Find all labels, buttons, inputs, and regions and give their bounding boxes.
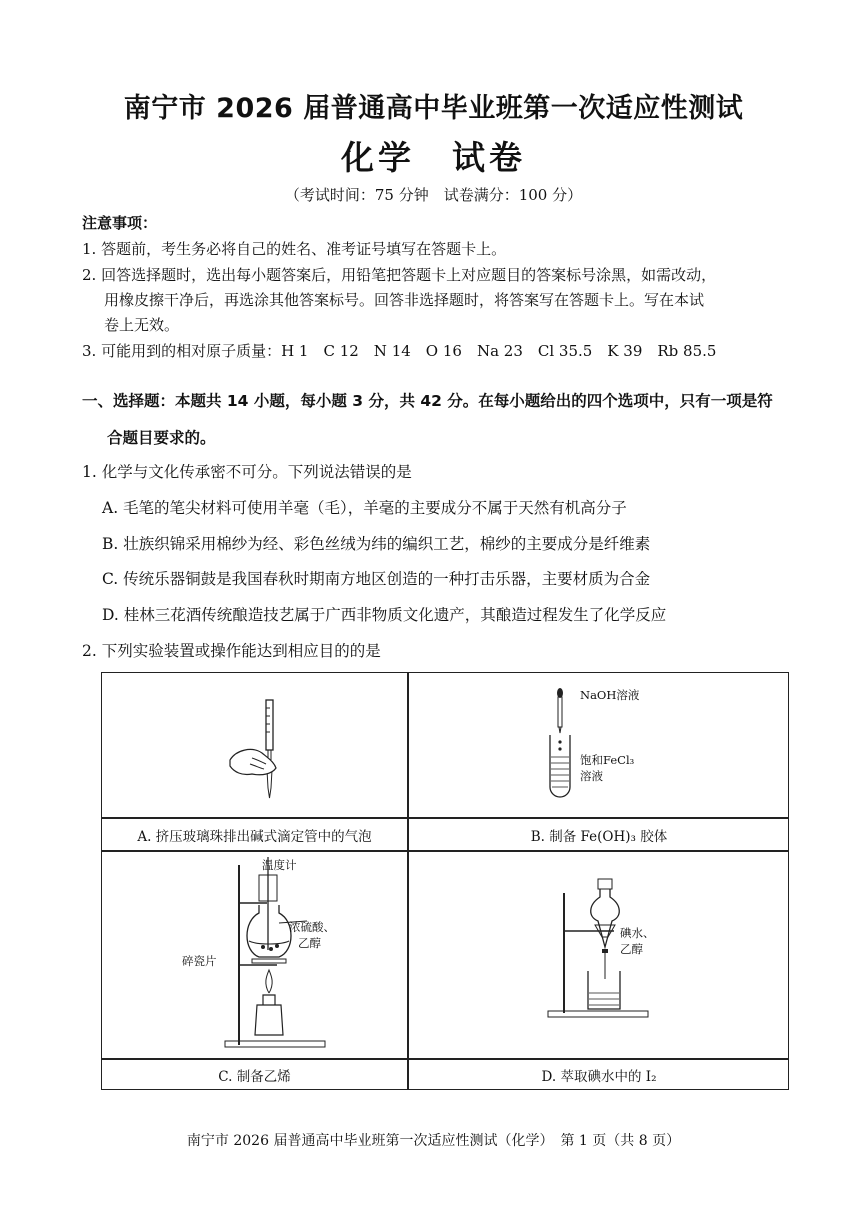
ethylene-apparatus-illustration	[197, 855, 327, 1055]
label-iodine-2: 乙醇	[620, 942, 643, 956]
section-1-heading-line-1: 一、选择题：本题共 14 小题，每小题 3 分，共 42 分。在每小题给出的四个选项中，只有一项是符	[82, 392, 773, 410]
exam-subject: 化学 试卷	[341, 138, 526, 177]
exam-time-info: （考试时间：75 分钟 试卷满分：100 分）	[284, 186, 583, 204]
caption-c: C. 制备乙烯	[218, 1069, 291, 1085]
grid-divider-vertical	[407, 673, 409, 1089]
label-chips: 碎瓷片	[182, 954, 217, 968]
q1-option-c: C. 传统乐器铜鼓是我国春秋时期南方地区创造的一种打击乐器，主要材质为合金	[102, 570, 651, 588]
label-acid-1: 浓硫酸、	[289, 920, 335, 934]
grid-divider-caption-top	[102, 817, 788, 819]
grid-divider-middle	[102, 850, 788, 852]
q1-option-b: B. 壮族织锦采用棉纱为经、彩色丝绒为纬的编织工艺，棉纱的主要成分是纤维素	[102, 535, 651, 553]
grid-divider-caption-bottom	[102, 1058, 788, 1060]
notes-heading: 注意事项：	[82, 214, 158, 232]
label-fecl3-2: 溶液	[580, 769, 603, 783]
label-iodine-1: 碘水、	[620, 926, 655, 940]
section-1-heading-line-2: 合题目要求的。	[107, 429, 216, 447]
burette-illustration	[222, 698, 292, 808]
caption-a: A. 挤压玻璃珠排出碱式滴定管中的气泡	[137, 829, 372, 845]
q2-figure-grid	[101, 672, 789, 1090]
notes-item-2-line-2: 用橡皮擦干净后，再选涂其他答案标号。回答非选择题时，将答案写在答题卡上。写在本试	[104, 291, 705, 309]
page-footer: 南宁市 2026 届普通高中毕业班第一次适应性测试（化学） 第 1 页（共 8 页）	[186, 1133, 681, 1149]
notes-item-2-line-3: 卷上无效。	[104, 316, 180, 334]
q1-option-a: A. 毛笔的笔尖材料可使用羊毫（毛），羊毫的主要成分不属于天然有机高分子	[102, 499, 627, 517]
label-naoh: NaOH溶液	[580, 688, 640, 702]
notes-item-1: 1. 答题前，考生务必将自己的姓名、准考证号填写在答题卡上。	[82, 240, 507, 258]
exam-title: 南宁市 2026 届普通高中毕业班第一次适应性测试	[123, 93, 744, 124]
caption-d: D. 萃取碘水中的 I₂	[541, 1069, 657, 1085]
label-fecl3-1: 饱和FeCl₃	[580, 753, 635, 767]
test-tube-dropper-illustration	[542, 685, 582, 800]
q1-stem: 1. 化学与文化传承密不可分。下列说法错误的是	[82, 463, 412, 481]
label-thermometer: 温度计	[262, 858, 297, 872]
q1-option-d: D. 桂林三花酒传统酿造技艺属于广西非物质文化遗产，其酿造过程发生了化学反应	[102, 606, 667, 624]
notes-item-2-line-1: 2. 回答选择题时，选出每小题答案后，用铅笔把答题卡上对应题目的答案标号涂黑，如需改动，	[82, 266, 717, 284]
notes-item-3: 3. 可能用到的相对原子质量：H 1 C 12 N 14 O 16 Na 23 Cl 35.5 K 39 Rb 85.5	[82, 342, 717, 360]
caption-b: B. 制备 Fe(OH)₃ 胶体	[530, 829, 668, 845]
label-acid-2: 乙醇	[298, 936, 321, 950]
q2-stem: 2. 下列实验装置或操作能达到相应目的的是	[82, 642, 381, 660]
